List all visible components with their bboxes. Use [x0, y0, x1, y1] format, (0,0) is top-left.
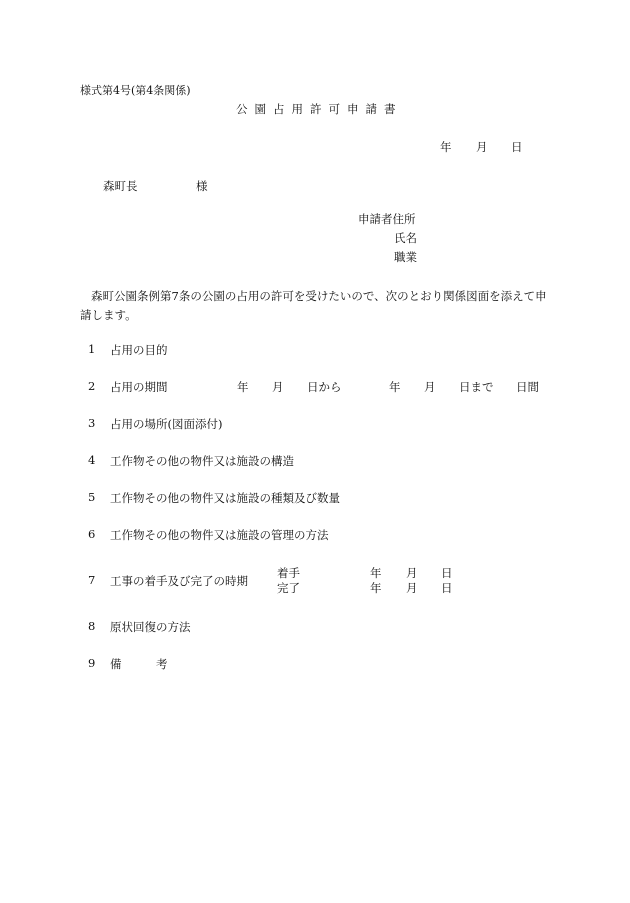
construction-end-label: 完了: [277, 581, 300, 595]
period-until: 日まで: [459, 380, 494, 394]
item-number: 8: [88, 619, 96, 633]
item-label-purpose: 占用の目的: [110, 343, 168, 357]
item-number: 5: [88, 490, 96, 504]
item-number: 2: [88, 379, 96, 393]
item-number: 4: [88, 453, 96, 467]
period-days: 日間: [516, 380, 539, 394]
addressee-honorific: 様: [196, 179, 208, 193]
period-year2: 年: [389, 380, 401, 394]
construction-end-month: 月: [406, 581, 418, 595]
period-from: 日から: [307, 380, 342, 394]
item-label-structure: 工作物その他の物件又は施設の構造: [110, 454, 294, 468]
item-label-type-quantity: 工作物その他の物件又は施設の種類及び数量: [110, 491, 340, 505]
item-label-restoration: 原状回復の方法: [110, 620, 191, 634]
period-month1: 月: [272, 380, 284, 394]
applicant-occupation-label: 職業: [394, 250, 417, 264]
page-title: 公園占用許可申請書: [236, 102, 403, 116]
item-number: 1: [88, 342, 96, 356]
form-number: 様式第4号(第4条関係): [80, 84, 191, 97]
applicant-name-label: 氏名: [394, 231, 417, 245]
date-month-label: 月: [476, 140, 488, 154]
item-label-remarks: 備 考: [110, 657, 168, 671]
construction-end-day: 日: [441, 581, 453, 595]
construction-start-day: 日: [441, 566, 453, 580]
period-year1: 年: [237, 380, 249, 394]
item-label-period: 占用の期間: [110, 380, 168, 394]
item-number: 6: [88, 527, 96, 541]
period-month2: 月: [424, 380, 436, 394]
item-label-management: 工作物その他の物件又は施設の管理の方法: [110, 528, 329, 542]
date-day-label: 日: [511, 140, 523, 154]
construction-end-year: 年: [370, 581, 382, 595]
application-body-text: 森町公園条例第7条の公園の占用の許可を受けたいので、次のとおり関係図面を添えて申請します。: [80, 289, 547, 322]
item-label-construction-timing: 工事の着手及び完了の時期: [110, 574, 248, 588]
applicant-address-label: 申請者住所: [358, 212, 416, 226]
item-label-location: 占用の場所(図面添付): [110, 417, 223, 431]
addressee-name: 森町長: [103, 179, 138, 193]
item-number: 3: [88, 416, 96, 430]
item-number: 7: [88, 573, 96, 587]
date-year-label: 年: [440, 140, 452, 154]
construction-start-label: 着手: [277, 566, 300, 580]
construction-start-month: 月: [406, 566, 418, 580]
construction-start-year: 年: [370, 566, 382, 580]
item-number: 9: [88, 656, 96, 670]
